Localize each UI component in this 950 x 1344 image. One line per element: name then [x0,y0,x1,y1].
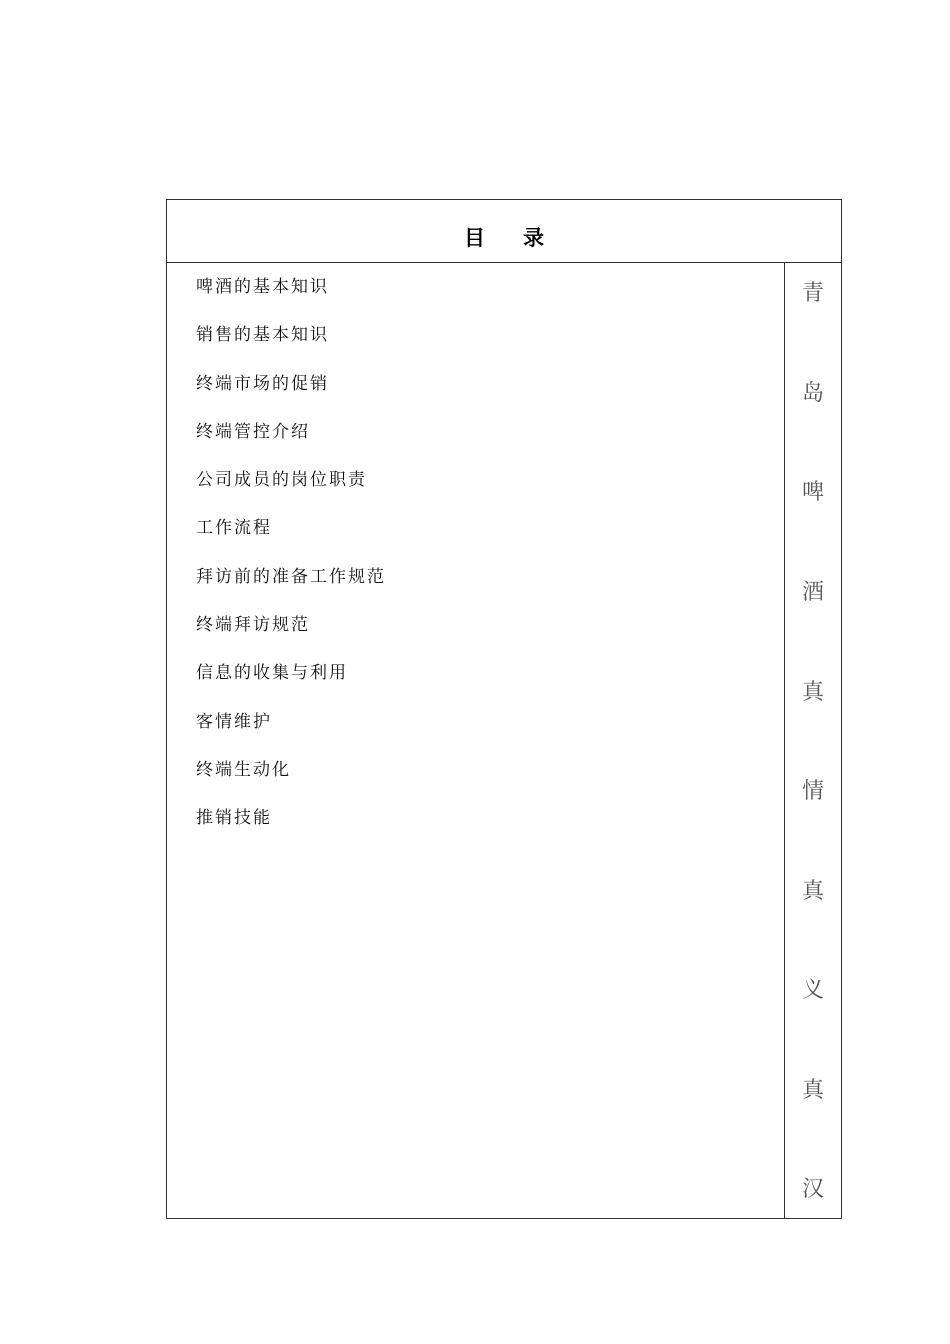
slogan-char: 真 [801,1078,824,1103]
toc-body [167,263,785,1218]
toc-item-sales-basics[interactable]: 销售的基本知识 [196,325,329,346]
toc-item-terminal-control[interactable]: 终端管控介绍 [196,421,310,442]
toc-item-staff-duties[interactable]: 公司成员的岗位职责 [196,470,367,491]
slogan-char: 岛 [801,381,824,406]
toc-item-information-use[interactable]: 信息的收集与利用 [196,663,348,684]
slogan-char: 情 [801,779,824,804]
slogan-char: 真 [801,879,824,904]
toc-item-customer-relations[interactable]: 客情维护 [196,711,272,732]
slogan-char: 酒 [801,580,824,605]
toc-item-visit-preparation[interactable]: 拜访前的准备工作规范 [196,566,386,587]
slogan-char: 汉 [801,1177,824,1202]
slogan-char: 义 [801,978,824,1003]
toc-item-workflow[interactable]: 工作流程 [196,518,272,539]
toc-item-terminal-vivid[interactable]: 终端生动化 [196,759,291,780]
slogan-column [785,263,841,1218]
toc-list [196,274,386,854]
toc-header [167,200,841,263]
toc-item-beer-basics[interactable]: 啤酒的基本知识 [196,277,329,297]
slogan-char: 啤 [801,480,824,505]
slogan-char: 真 [801,680,824,705]
toc-item-terminal-promotion[interactable]: 终端市场的促销 [196,373,329,394]
toc-item-visit-standards[interactable]: 终端拜访规范 [196,615,310,636]
slogan-char: 青 [801,281,824,306]
page-title: 目录 [464,226,582,250]
toc-item-sales-skills[interactable]: 推销技能 [196,808,272,829]
toc-table [166,199,842,1219]
